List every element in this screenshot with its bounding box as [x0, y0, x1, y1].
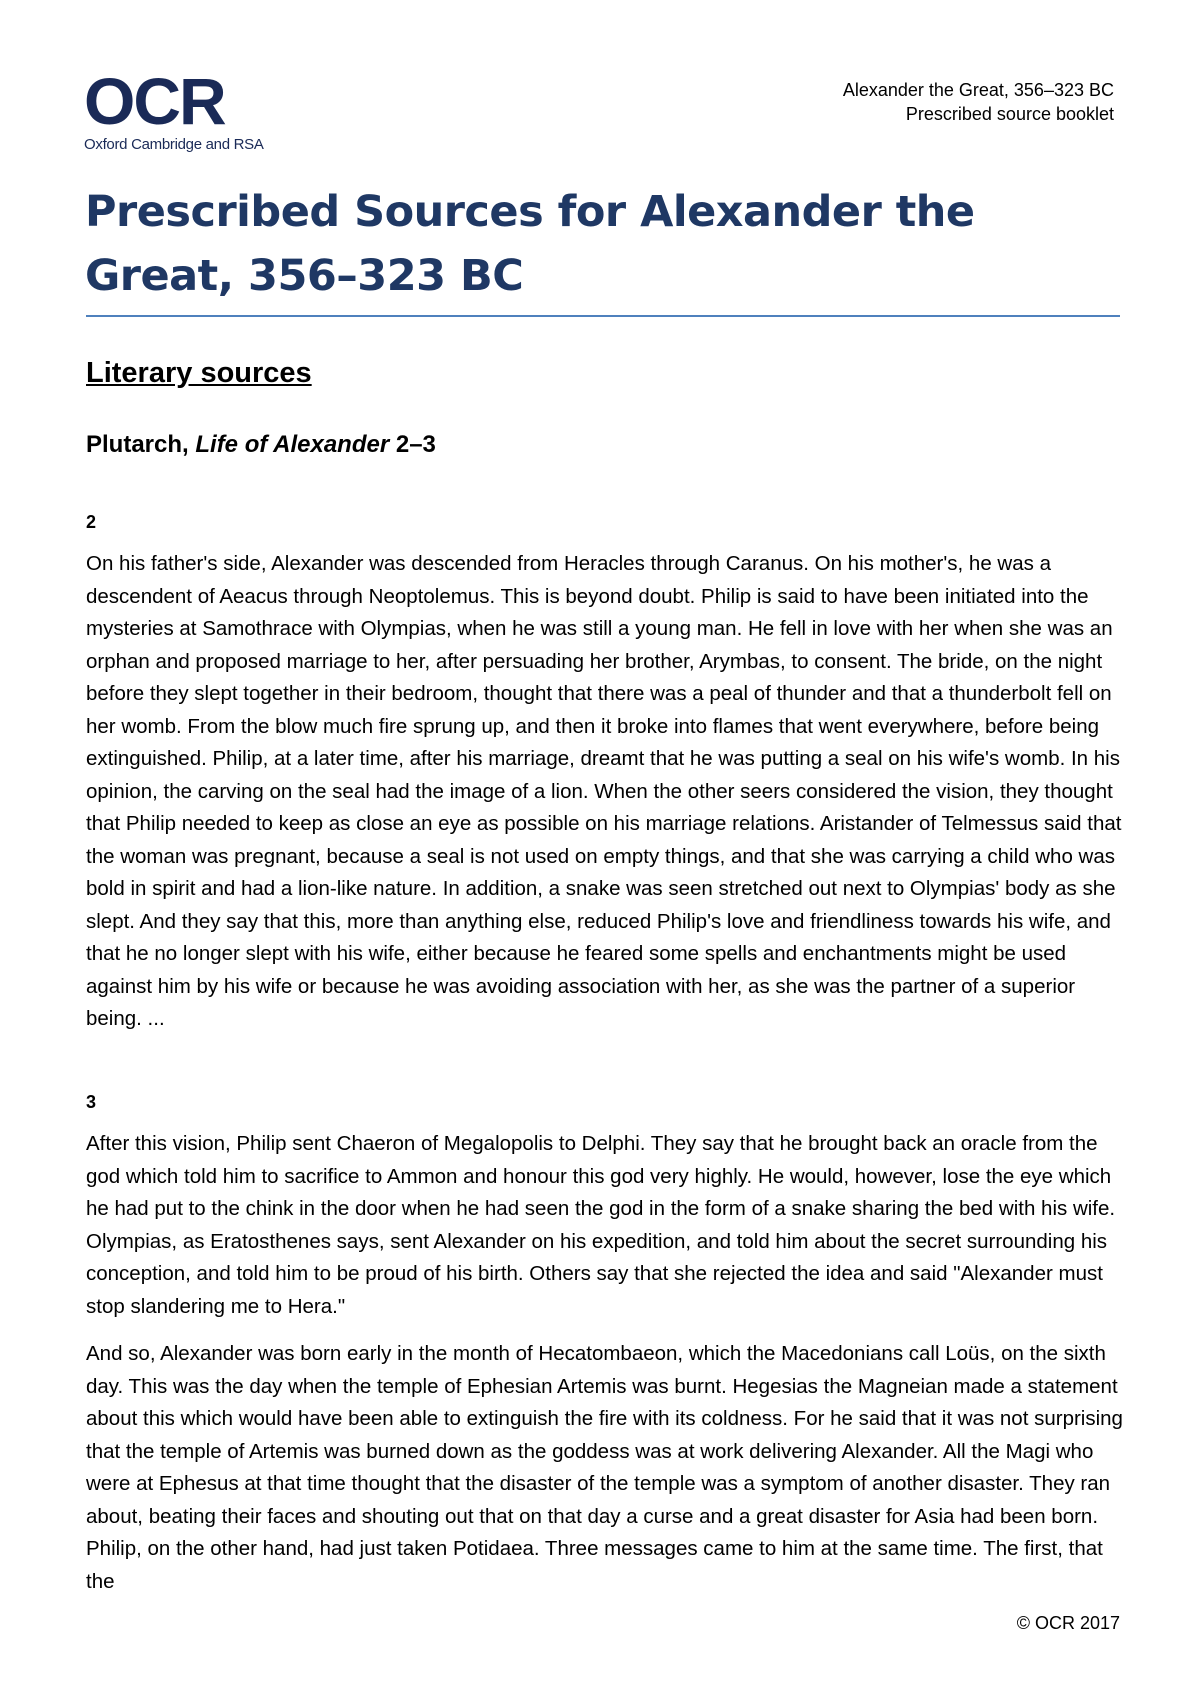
- logo-subtitle: Oxford Cambridge and RSA: [84, 136, 264, 153]
- logo-mark: OCR: [84, 64, 225, 138]
- page-title: Prescribed Sources for Alexander the Great, 356–323 BC: [85, 187, 975, 301]
- chapter-number: 3: [86, 1092, 97, 1112]
- source-author: Plutarch,: [86, 431, 196, 458]
- copyright-footer: © OCR 2017: [1016, 1613, 1120, 1633]
- chapter-paragraph: And so, Alexander was born early in the month of Hecatombaeon, which the Macedonians call Loüs, on the sixth day. This was the day when the temple of Ephesian Artemis was burnt. Hegesias the Magneian made a statement about this which would have been able to extinguish the fire with its coldness. For he said that it was not surprising that the temple of Artemis was burned down as the goddess was at work delivering Alexander. All the Magi who were at Ephesus at that time thought that the disaster of the temple was a symptom of another disaster. They ran about, beating their faces and shouting out that on that day a curse and a great disaster for Asia had been born. Philip, on the other hand, had just taken Potidaea. Three messages came to him at the same time. The first, that the: [86, 1342, 1123, 1593]
- chapter-paragraph: On his father's side, Alexander was descended from Heracles through Caranus. On his mother's, he was a descendent of Aeacus through Neoptolemus. This is beyond doubt. Philip is said to have been initiated into the mysteries at Samothrace with Olympias, when he was still a young man. He fell in love with her when she was an orphan and proposed marriage to her, after persuading her brother, Arymbas, to consent. The bride, on the night before they slept together in their bedroom, thought that there was a peal of thunder and that a thunderbolt fell on her womb. From the blow much fire sprung up, and then it broke into flames that went everywhere, before being extinguished. Philip, at a later time, after his marriage, dreamt that he was putting a seal on his wife's womb. In his opinion, the carving on the seal had the image of a lion. When the other seers considered the vision, they thought that Philip needed to keep as close an eye as possible on his marriage relations. Aristander of Telmessus said that the woman was pregnant, because a seal is not used on empty things, and that she was carrying a child who was bold in spirit and had a lion-like nature. In addition, a snake was seen stretched out next to Olympias' body as she slept. And they say that this, more than anything else, reduced Philip's love and friendliness towards his wife, and that he no longer slept with his wife, either because he feared some spells and enchantments might be used against him by his wife or because he was avoiding association with her, as she was the partner of a superior being. ...: [86, 552, 1122, 1030]
- chapter-number: 2: [86, 512, 97, 532]
- ocr-logo: [84, 64, 284, 158]
- title-divider: [86, 315, 1120, 317]
- header-line-2: Prescribed source booklet: [905, 104, 1114, 124]
- running-header: [843, 78, 1114, 126]
- source-heading: [86, 430, 436, 460]
- source-reference: 2–3: [389, 431, 436, 458]
- source-work-title: Life of Alexander: [195, 431, 390, 458]
- header-line-1: Alexander the Great, 356–323 BC: [842, 80, 1114, 100]
- chapter-paragraph: After this vision, Philip sent Chaeron of Megalopolis to Delphi. They say that he brought back an oracle from the god which told him to sacrifice to Ammon and honour this god very highly. He would, however, lose the eye which he had put to the chink in the door when he had seen the god in the form of a snake sharing the bed with his wife. Olympias, as Eratosthenes says, sent Alexander on his expedition, and told him about the secret surrounding his conception, and told him to be proud of his birth. Others say that she rejected the idea and said "Alexander must stop slandering me to Hera.": [86, 1132, 1116, 1318]
- section-heading: Literary sources: [86, 357, 312, 389]
